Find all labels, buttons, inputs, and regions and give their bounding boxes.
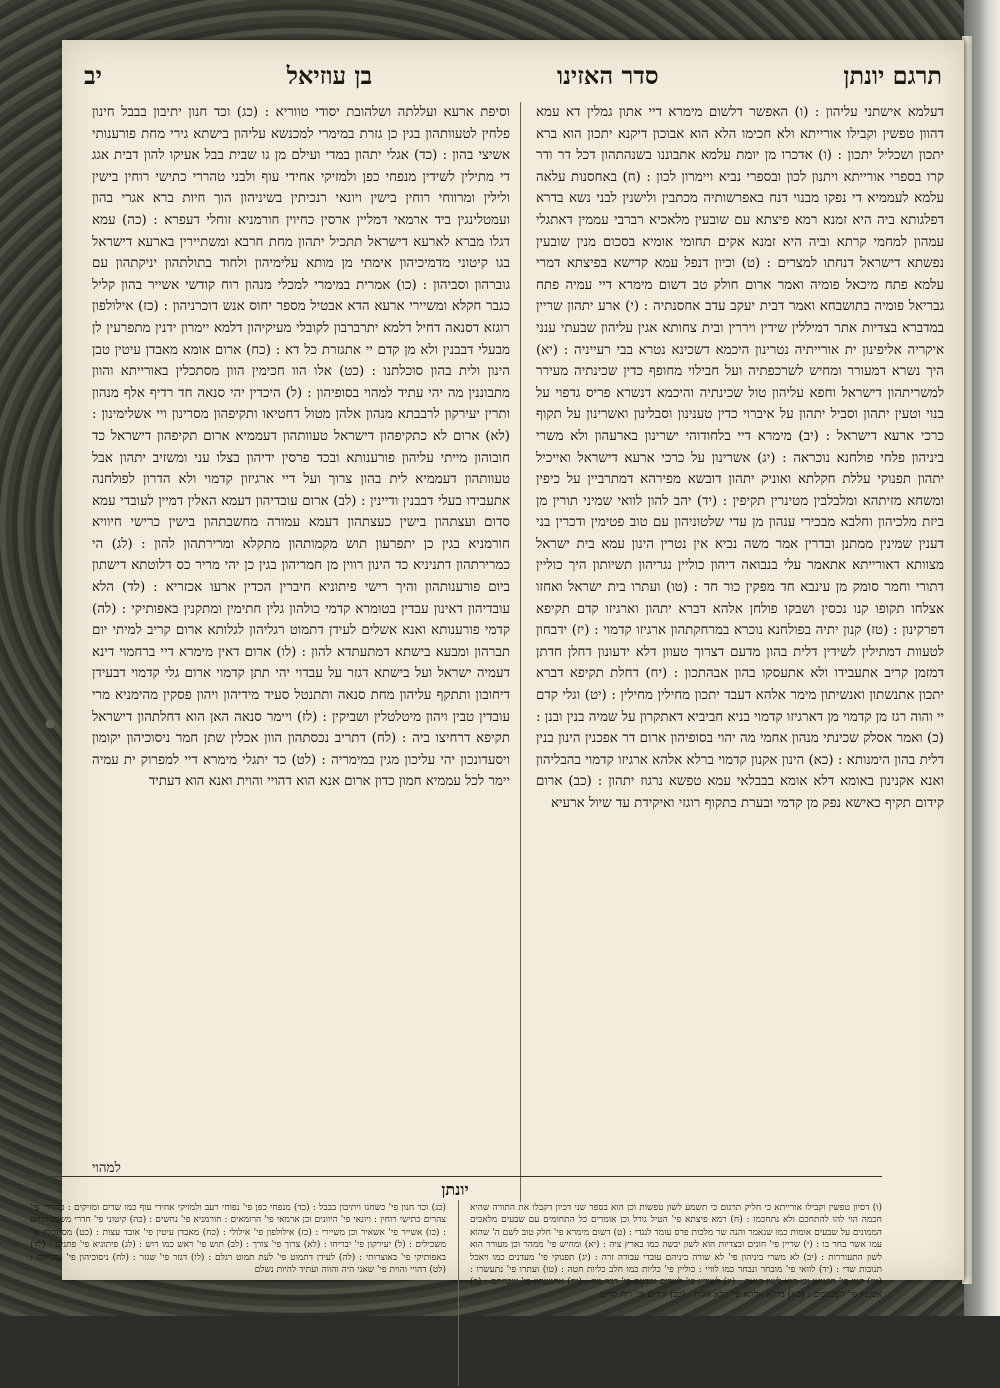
page-number: יב xyxy=(84,61,102,90)
header-right-title: תרגם יונתן xyxy=(843,61,942,90)
commentary-divider xyxy=(458,1200,459,1386)
commentary-column-left: (כג) וכד חנון פי' כשחנו ויתיבון בבבל : (כד) מנפחי כפן פי' נפוחי רעב ולמזיקי אחידי עוף כמו שדים ומזיקים : טהררי פי' צהרים כתישי רוחין : ויונאי פי' היוונים וכן ארמאי פי' הרומאים : חורמניא פי' נחשים : (כה) קיטוני פי' חדרי משכבותיהם : (כו) אשייר פי' אשאיר וכן משיירי : (כז) אילולפון פי' אילולי : (כח) מאבדן עיטין פי' אובד עצות : (כט) מסתכלין פי' משכילים : (ל) יעירקון פי' יבריחו : (לא) צרוך פי' צורך : (לב) תוש פי' ראש כמו רוש : (לג) פיתוניא פי' פתנים : (לד) באפותיקי פי' באוצרותי : (לה) לעידן דתמוט פי' לעת תמוט רגלם : (לו) דגזר פי' שגזר : (לח) ניסוכיהון פי' נסכיהם : (לט) דהויי והוית פי' שאני היה והווה ועתיד להיות נשלם xyxy=(30,1203,446,1276)
main-column-right: דעלמא אישתני עליהון : (ו) האפשר דלשום מימרא דיי אתון גמלין דא עמא דהוון טפשין וקבילו אורייתא ולא חכימו הלא הוא אבוכון דיקנא יתכון הוא ברא יתכון ושכליל יתכון : (ו) אדכרו מן יומת עלמא אתבוננו בשנהתהון דכל דר ודר קרו בספרי אורייתא ויתנון לכון ובספרי נביא ויימרון לכון : (ח) באחסנות עלאה עלמא לעממיא די נפקו מבנוי דנח באפרשותיה מכתבין ולישנין לבני נשא בדרא דפלגותא ביה היא זמנא רמא פיצתא עם שובעין מלאכיא רברבי עממין דאתגלי עמהון למחמי קרתא וביה היא זמנא אקים תחומי אומיא בסכום מנין שובעין נפשתא דישראל דנחתו למצרים : (ט) וכיון דנפל עמא קדישא בפיצתא דמרי עלמא פתח מיכאל פומיה ואמר ארום חולק טב דשום מימרא דיי עמיה פתח גבריאל פומיה בתושבחא ואמר דבית יעקב עדב אחסנתיה : (י) ארע יתהון שריין במדברא בצדיות אתר דמיללין שידין ויררין ובית צחותא אגין עליהון שבעתי ענני איקריה אליפינון ית אורייתיה נטרינון היכמא דשכינא נטרא בבי רעייניה : (יא) היך נשרא דמעורר ומחיש לשרכפתיה ועל חבילוי מחופף כדין שכינתיה מעירר למשריתהון דישראל וחפא עליהון טול שכינתיה והיכמא דנשרא פריס גדפוי על בנוי וטעין יתהון וסביל יתהון על איברוי כדין טענינון וסבלינון ואשרינון על תקוף כרכי ארעא דישראל : (יב) מימרא דיי בלחודוהי ישרינון בארעהון ולא משרי ביניהון פלחי פולחנא נוכראה : (יג) אשרינון על כרכי ארעא דישראל ואייכיל יתהון תפנוקי עללת חקלתא ואוניק יתהון דובשא מפירהא דמתרביין על כיפין ומשחא מזיתהא ומלבלבין מטינרין תקיפין : (יד) יהב להון לוואי שמיני תורין מן ביזת מלכיהון וחלבא מבכירי ענהון מן עדי שלטוניהון עם טוב פטימין ודכרין בני דענין שמינין ממתנן ובדרין אמר משה נביא אין נטרין הינון עמא בית ישראל מצוותא דאורייתא אתאמר עלי בנבואה דיהון כוליין נגריהון תשיותון היך כוליין דתורי וחמר סומק מן עינבא חד מפקין כור חד : (טו) ועתרו בית ישראל ואחזו אצלחו תקופו קנו נכסין ושבקו פולחן אלהא דברא יתהון וארגיזו קדם תקיפא דפרקינון : (טז) קנון יתיה בפולחנא נוכרא במרחקתהון ארגיזו קדמוי : (יז) ידבחון לטעוות דמתילין לשידין דלית בהון מדעם דצרוך טעוון דלא ידעונון דחלן חדתן דמזמן קריב אתעבידו ולא אתעסקו בהון אבהתכון : (יח) דחלת תקיפא דברא יתכון אתנשתון ואנשיתון מימר אלהא דעבד יתכון מחילין מחילין : (יט) וגלי קדם יי והוה רגז מן קדמוי מן דארגיזו קדמוי בניא חביביא דאתקרון על שמיה בנין ובנן : (כ) ואמר אסלק שכינתי מנהון אחמי מה יהוי בסופיהון ארום דר אפכנין הינון בנין דלית בהון הימנותא : (כא) הינון אקנון קדמוי ברלא אלהא ארגיזו קדמוי בהבליהון ואנא אקנינון באומא דלא אומא בבבלאי עמא טפשא נרגוז יתהון : (כב) ארום קידום תקיף כאישא נפק מן קדמי ובערת בתקוף רוגזי ואיקידת עד שיול ארעיא xyxy=(536,105,944,811)
header-center-title: סדר האזינו xyxy=(556,61,659,90)
header-left-title: בן עוזיאל xyxy=(286,61,373,90)
column-tail-word: למהוי xyxy=(92,1161,121,1176)
column-divider xyxy=(520,102,521,1202)
main-column-left-text: וסיפת ארעא ועללתה ושלהובת יסודי טווריא : (כג) וכד חנון יתיבון בבבל חינון פלחין לטעוותהון בגין כן גזרת במימרי למכנשא עליהון בישתא גירי מחת פורענותי אשיצי בהון : (כד) אגלי יתהון במדי ועילם מן גו שבית בבל אעיקו להון דבית אגג די מתילין לשידין מנפחי כפן ולמזיקי אחידי עוף ולבני טהררי כתישי רוחין בישין ולילין ומרווחי רוחין בישין ויונאי רנכיתין בשיניהון הוך חיות ברא אגרי בהון ועמטלינגין ביד ארמאי דמליין ארסין כחיוין חורמניא זוחלי דעפרא : (כה) עמא דגלו מברא לארעא דישראל תתכיל יתהון מחת חרבא ומשתיירין בארעא דישראל בגו קיטוני מדמיכיהון אימתי מן מותא עלימיהון ולחוד בתולתהון יניקתהון עם גוברהון וסביהון : (כו) אמרית במימרי למכלי מנהון רוח קודשי אשייר בהון קליל כגבר חקלא ומשיירי ארעא הדא אבטיל מספר יחוס אנש דוכרניהון : (כז) אילולפון רוגזא דסנאה דחיל דלמא יתרברבון לקובלי מעיקיהון דלמא יימרון ידנין מתפרעין לן מבעלי דבבנין ולא מן קדם יי אתגזרת כל דא : (כח) ארום אומא מאבדן עיטין טבן הינון ולית בהון סוכלתנו : (כט) אלו הוו חכימין הוון מסתכלין באורייתא והוון מתבוננין מה יהי עתיד למהוי בסופיהון : (ל) היכדין יהי סנאה חד רדיף אלף מנהון ותרין יעירקון לרבבתא מנהון אלהן מטול דחטיאו ותקיפהון מסרינון ויי אשלימינון : (לא) ארום לא כתקיפהון דישראל טעוותהון דעממיא ארום תקיפהון דישראל כד חובוהון מייתי עליהון פורענותא ובכד פרסין ידיהון בצלו עני ומשזיב יתהון אבל טעוותהון דעממיא לית בהון צרוך ועל דיי ארגיזון קדמוי ולא הדרון לפולחנה אתעבידו בעלי דבבנין ודיינין : (לב) ארום עובדיהון דעמא האלין דמיין לעובדי עמא סדום ועצתהון בישין כעצתהון דעמא עמורה מחשבתהון בישין כרישי חיוויא חורמניא בגין כן יתפרעון תוש מקמותהון מתקלא ומרירתהון להון : (לג) הי כמרירתהון דתניניא כד הינון רווין מן חמריהון בגין כן יהי מריר כס דלוטתא דישתון ביום פורענותהון והיך רישי פיתוניא חיברין הכדין ארעו אכזריא : (לד) הלא עובדיהון דאינון עבדין בטומרא קדמי כולהון גלין חתימין ומתקנין באפותיקי : (לה) קדמי פורענותא ואנא אשלים לעידן דתמוט רגליהון לגלותא ארום קריב למיתי יום תברהון ומבעא בישתא דמתעתדא להון : (לו) ארום דאין מימרא דיי ברחמוי דינא דעמיה ישראל ועל בישתא דגזר על עבדוי יהי תתן קדמוי ארום גלי קדמוי דבעידן דיחובון ותתקף עליהון מחת סנאה ותתנטל סעיד מידיהון ויהון פסקין מהימניא מרי עובדין טבין ויהון מיטלטלין ושביקין : (לז) ויימר סנאה האן הוא דחלתהון דישראל תקיפא דרחיצו ביה : (לח) דתריב נכסתהון הוון אכלין שתן חמר ניסוכיהון יקומון ויסעדונכון יהי עליכון מגין במימריה : (לט) כד יתגלי מימרא דיי למפרוק ית עמיה יימר לכל עממיא חמון כדון ארום אנא הוא דהויי והוית ואנא הוא דעתיד xyxy=(92,105,510,790)
commentary-title: יונתן xyxy=(441,1180,469,1199)
commentary-column-right: (ו) דסיון טפשין וקבילו אורייתא כי חליק תרגום כי תשמע לשון טפשות וכן הוא בספר שני דכיון דקבלו את התורה שהיא חכמה הוי להו להתחכם ולא נתחכמו : (ח) רמא פיצתא פי' הטיל גורל וכן אומרים כל התחומים עם שבעים מלאכים הממונים על שבעים אומות כמו שנאמר והנה שר מלכות פרס עומד לנגדי : (ט) דשום מימרא פי' חלק טוב לשם ה' שהוא עמו אשר בחר בו : (י) שריין פי' חונים ובצדיות הוא לשון יבשה כמו בארץ ציה : (יא) ומחיש פי' ממהר וכן מעורר הוא לשון התעוררות : (יב) לא משרי ביניהון פי' לא שורה ביניהם עובדי עבודה זרה : (יג) תפנוקי פי' מעדנים כמו ויאכל תנובות שדי : (יד) לוואי פי' מובחר ונבחר כמו לוויי : כוליין פי' כליות כמו חלב כליות חטה : (טו) ועתרו פי' נתעשרו : (טז) קנון פי' הקניאו וכן הוא לשון קנאה : (יז) לשידין פי' לשדים ומדעם פי' דבר מה : (יח) אתנשתון פי' שכחתם : (כ) אפכנין פי' הפכפכים : (כא) ברלא אלהא פי' בלא אלוה : (כב) קידום פי' רוח קדים xyxy=(470,1203,882,1300)
commentary-rule xyxy=(30,1176,882,1177)
main-column-left xyxy=(92,102,510,1210)
running-header xyxy=(84,58,942,94)
book-page xyxy=(62,40,964,1280)
